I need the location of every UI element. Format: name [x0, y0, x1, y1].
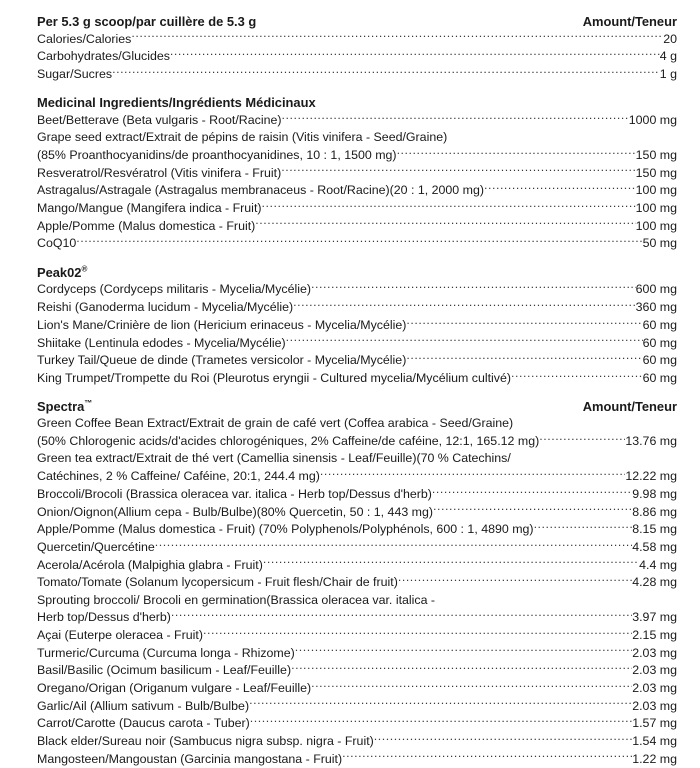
dotted-leader	[374, 733, 632, 745]
dotted-leader	[511, 370, 643, 382]
dotted-leader	[171, 609, 632, 621]
amount-column-header: Amount/Teneur	[582, 14, 677, 29]
ingredient-label: Acerola/Acérola (Malpighia glabra - Fruit)	[37, 557, 263, 572]
ingredient-label: Basil/Basilic (Ocimum basilicum - Leaf/Feuille)	[37, 663, 292, 678]
section-title: Spectra™	[37, 398, 93, 415]
ingredient-row	[37, 574, 677, 592]
ingredient-row	[37, 352, 677, 370]
dotted-leader	[170, 48, 660, 60]
ingredient-row	[37, 182, 677, 200]
ingredient-row	[37, 30, 677, 48]
dotted-leader	[484, 182, 636, 194]
ingredient-row	[37, 627, 677, 645]
ingredient-row	[37, 644, 677, 662]
section-title: Medicinal Ingredients/Ingrédients Médicinaux	[37, 95, 316, 111]
ingredient-row	[37, 450, 677, 467]
dotted-leader	[263, 556, 639, 568]
ingredient-amount: 12.22 mg	[625, 469, 677, 484]
dotted-leader	[291, 662, 632, 674]
ingredient-row	[37, 370, 677, 388]
section-heading-peak02	[37, 264, 677, 281]
ingredient-amount: 1000 mg	[628, 113, 677, 128]
ingredient-label: Lion's Mane/Crinière de lion (Hericium erinaceus - Mycelia/Mycélie)	[37, 317, 407, 332]
ingredient-row	[37, 539, 677, 557]
ingredient-label: Astragalus/Astragale (Astragalus membranaceus - Root/Racine)(20 : 1, 2000 mg)	[37, 183, 484, 198]
section-heading-serving	[37, 13, 677, 30]
ingredient-label: Calories/Calories	[37, 31, 132, 46]
ingredient-label: Green tea extract/Extrait de thé vert (Camellia sinensis - Leaf/Feuille)(70 % Catechins/	[37, 451, 511, 466]
ingredient-amount: 600 mg	[635, 282, 677, 297]
dotted-leader	[342, 750, 632, 762]
dotted-leader	[76, 235, 642, 247]
dotted-leader	[293, 299, 636, 311]
dotted-leader	[155, 539, 632, 551]
ingredient-row	[37, 316, 677, 334]
dotted-leader	[539, 433, 625, 445]
ingredient-row	[37, 48, 677, 66]
section-spacer	[37, 387, 677, 398]
ingredient-label: Oregano/Origan (Origanum vulgare - Leaf/Feuille)	[37, 681, 312, 696]
dotted-leader	[286, 334, 643, 346]
ingredient-label: Sprouting broccoli/ Brocoli en germination(Brassica oleracea var. italica -	[37, 592, 436, 607]
ingredient-amount: 60 mg	[642, 370, 677, 385]
trademark-symbol: ®	[81, 264, 88, 274]
ingredient-label: Mango/Mangue (Mangifera indica - Fruit)	[37, 201, 262, 216]
section-title: Per 5.3 g scoop/par cuillère de 5.3 g	[37, 14, 257, 29]
ingredient-label: (50% Chlorogenic acids/d'acides chlorogéniques, 2% Caffeine/de caféine, 12:1, 165.12 mg)	[37, 434, 540, 449]
ingredient-amount: 1.54 mg	[632, 734, 677, 749]
ingredient-amount: 3.97 mg	[632, 610, 677, 625]
ingredient-row	[37, 112, 677, 130]
dotted-leader	[406, 316, 642, 328]
ingredient-label: Sugar/Sucres	[37, 67, 113, 82]
ingredient-amount: 9.98 mg	[632, 486, 677, 501]
ingredient-label: Black elder/Sureau noir (Sambucus nigra subsp. nigra - Fruit)	[37, 734, 374, 749]
ingredient-label: Broccoli/Brocoli (Brassica oleracea var. italica - Herb top/Dessus d'herb)	[37, 486, 432, 501]
ingredient-row	[37, 200, 677, 218]
ingredient-amount: 360 mg	[635, 300, 677, 315]
ingredient-row	[37, 66, 677, 84]
ingredient-amount: 2.03 mg	[632, 645, 677, 660]
ingredient-row	[37, 433, 677, 451]
ingredient-label: Mangosteen/Mangoustan (Garcinia mangostana - Fruit)	[37, 751, 343, 766]
ingredient-amount: 50 mg	[642, 236, 677, 251]
dotted-leader	[203, 627, 632, 639]
ingredient-label: Reishi (Ganoderma lucidum - Mycelia/Mycélie)	[37, 300, 294, 315]
ingredient-label: Açai (Euterpe oleracea - Fruit)	[37, 627, 203, 642]
ingredient-row	[37, 556, 677, 574]
ingredient-amount: 2.03 mg	[632, 681, 677, 696]
ingredient-row	[37, 750, 677, 768]
ingredient-row	[37, 281, 677, 299]
ingredient-amount: 150 mg	[635, 148, 677, 163]
dotted-leader	[262, 200, 636, 212]
ingredient-label: Tomato/Tomate (Solanum lycopersicum - Fruit flesh/Chair de fruit)	[37, 575, 398, 590]
ingredient-amount: 2.03 mg	[632, 698, 677, 713]
ingredient-label: King Trumpet/Trompette du Roi (Pleurotus eryngii - Cultured mycelia/Mycélium cultivé)	[37, 370, 511, 385]
ingredient-row	[37, 299, 677, 317]
ingredient-amount: 150 mg	[635, 165, 677, 180]
ingredient-amount: 1 g	[659, 67, 677, 82]
dotted-leader	[295, 644, 632, 656]
dotted-leader	[281, 164, 635, 176]
dotted-leader	[282, 112, 629, 124]
ingredient-label: Quercetin/Quercétine	[37, 539, 155, 554]
section-heading-spectra	[37, 398, 677, 415]
dotted-leader	[534, 521, 633, 533]
ingredient-row	[37, 164, 677, 182]
dotted-leader	[112, 66, 660, 78]
section-spacer	[37, 83, 677, 94]
ingredient-label: Resveratrol/Resvératrol (Vitis vinifera - Fruit)	[37, 165, 282, 180]
ingredient-amount: 2.15 mg	[632, 627, 677, 642]
ingredient-label: CoQ10	[37, 236, 77, 251]
trademark-symbol: ™	[84, 398, 93, 408]
dotted-leader	[249, 697, 632, 709]
ingredient-row	[37, 468, 677, 486]
ingredient-amount: 8.15 mg	[632, 522, 677, 537]
dotted-leader	[406, 352, 642, 364]
ingredient-row	[37, 217, 677, 235]
dotted-leader	[311, 680, 632, 692]
ingredient-label: Catéchines, 2 % Caffeine/ Caféine, 20:1, 244.4 mg)	[37, 469, 320, 484]
ingredient-amount: 60 mg	[642, 353, 677, 368]
ingredient-amount: 100 mg	[635, 183, 677, 198]
ingredient-label: Grape seed extract/Extrait de pépins de raisin (Vitis vinifera - Seed/Graine)	[37, 130, 448, 145]
ingredient-amount: 8.86 mg	[632, 504, 677, 519]
section-heading-medicinal	[37, 94, 677, 111]
ingredient-row	[37, 415, 677, 432]
ingredient-label: Turmeric/Curcuma (Curcuma longa - Rhizome)	[37, 645, 295, 660]
ingredient-label: Shiitake (Lentinula edodes - Mycelia/Mycélie)	[37, 335, 286, 350]
ingredient-row	[37, 129, 677, 146]
ingredient-row	[37, 485, 677, 503]
ingredient-label: Garlic/Ail (Allium sativum - Bulb/Bulbe)	[37, 698, 250, 713]
ingredient-label: Beet/Betterave (Beta vulgaris - Root/Racine)	[37, 113, 282, 128]
ingredient-amount: 13.76 mg	[625, 434, 677, 449]
ingredient-row	[37, 147, 677, 165]
ingredient-label: Turkey Tail/Queue de dinde (Trametes versicolor - Mycelia/Mycélie)	[37, 353, 407, 368]
ingredient-row	[37, 609, 677, 627]
ingredient-row	[37, 235, 677, 253]
ingredient-amount: 60 mg	[642, 317, 677, 332]
ingredient-row	[37, 521, 677, 539]
ingredient-label: Cordyceps (Cordyceps militaris - Mycelia/Mycélie)	[37, 282, 312, 297]
ingredient-label: Herb top/Dessus d'herb)	[37, 610, 171, 625]
ingredient-row	[37, 592, 677, 609]
dotted-leader	[397, 147, 636, 159]
section-spacer	[37, 253, 677, 264]
ingredient-row	[37, 503, 677, 521]
ingredient-row	[37, 715, 677, 733]
ingredient-row	[37, 733, 677, 751]
dotted-leader	[398, 574, 632, 586]
ingredient-amount: 1.22 mg	[632, 751, 677, 766]
ingredient-label: Apple/Pomme (Malus domestica - Fruit)	[37, 218, 256, 233]
ingredient-amount: 2.03 mg	[632, 663, 677, 678]
dotted-leader	[320, 468, 625, 480]
ingredient-amount: 60 mg	[642, 335, 677, 350]
ingredient-label: Apple/Pomme (Malus domestica - Fruit) (70% Polyphenols/Polyphénols, 600 : 1, 4890 mg)	[37, 522, 534, 537]
ingredient-amount: 4.4 mg	[639, 557, 677, 572]
ingredient-amount: 4 g	[659, 49, 677, 64]
section-title: Peak02®	[37, 264, 88, 280]
ingredient-label: Green Coffee Bean Extract/Extrait de grain de café vert (Coffea arabica - Seed/Graine)	[37, 416, 514, 431]
dotted-leader	[250, 715, 632, 727]
ingredient-label: (85% Proanthocyanidins/de proanthocyanidines, 10 : 1, 1500 mg)	[37, 148, 397, 163]
dotted-leader	[131, 30, 663, 42]
ingredient-amount: 100 mg	[635, 201, 677, 216]
dotted-leader	[433, 503, 632, 515]
dotted-leader	[311, 281, 636, 293]
dotted-leader	[432, 485, 632, 497]
dotted-leader	[255, 217, 635, 229]
amount-column-header: Amount/Teneur	[582, 399, 677, 415]
ingredient-amount: 1.57 mg	[632, 716, 677, 731]
ingredient-row	[37, 334, 677, 352]
ingredient-label: Onion/Oignon(Allium cepa - Bulb/Bulbe)(80% Quercetin, 50 : 1, 443 mg)	[37, 504, 434, 519]
ingredient-amount: 100 mg	[635, 218, 677, 233]
ingredient-label: Carbohydrates/Glucides	[37, 49, 170, 64]
ingredient-row	[37, 662, 677, 680]
ingredient-label: Carrot/Carotte (Daucus carota - Tuber)	[37, 716, 250, 731]
ingredient-amount: 4.28 mg	[632, 575, 677, 590]
ingredient-amount: 4.58 mg	[632, 539, 677, 554]
ingredient-amount: 20	[663, 31, 677, 46]
ingredient-row	[37, 680, 677, 698]
